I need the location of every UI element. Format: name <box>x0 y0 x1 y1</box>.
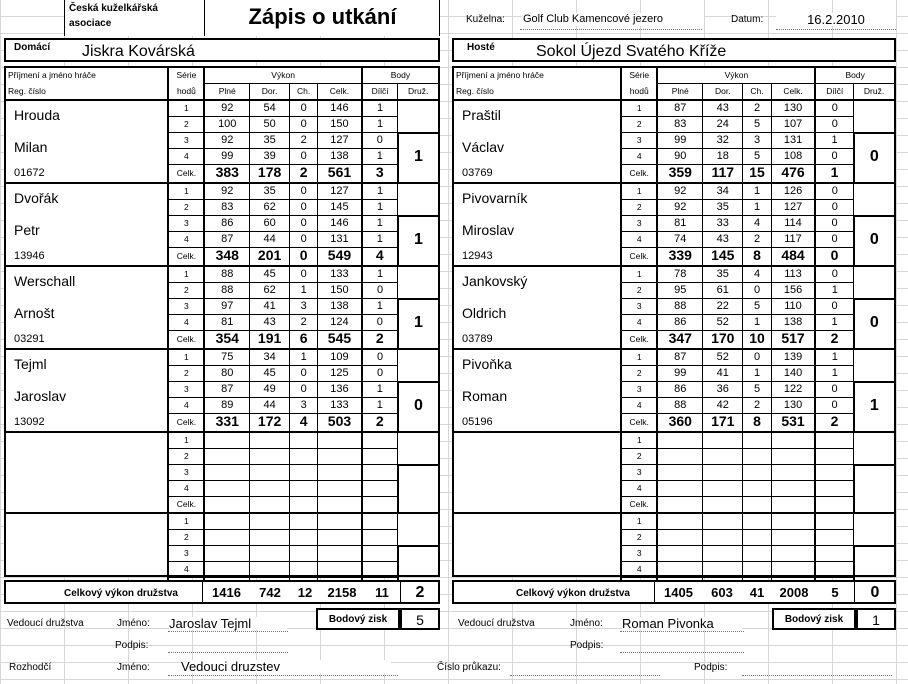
away-player-surname: Praštil <box>462 107 501 124</box>
kuzelna-label: Kuželna: <box>466 14 505 25</box>
home-player-3-row-4: 4 81 43 2 124 0 <box>6 315 438 331</box>
referee-name-label: Jméno: <box>117 662 150 673</box>
home-player-5-row-4: 4 <box>6 481 438 497</box>
home-col-reg: Reg. číslo <box>6 84 168 101</box>
home-leader-label: Vedoucí družstva <box>7 618 84 629</box>
away-player-team-points: 1 <box>869 396 879 414</box>
away-player-5-row-total: Celk. <box>454 497 894 514</box>
home-player-5-row-2: 2 <box>6 449 438 465</box>
home-player-5-row-1: 1 <box>6 432 438 449</box>
home-totals-row <box>4 580 440 604</box>
home-player-team-points: 0 <box>413 396 423 414</box>
home-player-6-row-2: 2 <box>6 530 438 546</box>
home-total-celk: 2158 <box>327 585 357 600</box>
home-player-5-row-total: Celk. <box>6 497 438 514</box>
away-player-4-row-3: Roman 3 86 36 5 122 0 1 <box>454 382 894 398</box>
away-player-4-row-2: 2 99 41 1 140 1 <box>454 366 894 382</box>
away-signature-label: Podpis: <box>570 640 604 651</box>
home-player-3-row-1: Werschall 1 88 45 0 133 1 <box>6 266 438 283</box>
away-player-1-row-1: Praštil 1 87 43 2 130 0 <box>454 100 894 117</box>
away-player-3-row-3: Oldrich 3 88 22 5 110 0 0 <box>454 299 894 315</box>
home-player-firstname: Petr <box>14 222 40 238</box>
away-player-firstname: Václav <box>462 139 505 155</box>
home-player-team-points: 1 <box>413 230 423 248</box>
home-player-3-row-total: 03291 Celk. 354 191 6 545 2 <box>6 331 438 350</box>
home-player-2-row-1: Dvořák 1 92 35 0 127 1 <box>6 183 438 200</box>
away-player-2-row-total: 12943 Celk. 339 145 8 484 0 <box>454 248 894 267</box>
away-col-player: Příjmení a jméno hráče <box>456 70 544 81</box>
away-player-6-row-1: 1 <box>454 513 894 530</box>
home-player-2-row-4: 4 87 44 0 131 1 <box>6 232 438 248</box>
away-player-3-row-2: 2 95 61 0 156 1 <box>454 283 894 299</box>
home-player-1-row-4: 4 99 39 0 138 1 <box>6 149 438 165</box>
home-player-4-row-1: Tejml 1 75 34 1 109 0 <box>6 349 438 366</box>
home-player-3-row-3: Arnošt 3 97 41 3 138 1 1 <box>6 299 438 315</box>
datum-value: 16.2.2010 <box>776 13 896 26</box>
away-player-surname: Pivoňka <box>462 356 512 373</box>
home-player-5-row-3: 3 <box>6 465 438 481</box>
away-total-plne: 1405 <box>664 585 693 600</box>
home-player-1-row-2: 2 100 50 0 150 1 <box>6 117 438 133</box>
away-player-firstname: Roman <box>462 388 508 404</box>
away-player-3-row-1: Jankovský 1 78 35 4 113 0 <box>454 266 894 283</box>
datum-label: Datum: <box>731 14 764 25</box>
away-player-1-row-3: Václav 3 99 32 3 131 1 0 <box>454 133 894 149</box>
home-player-6-row-4: 4 <box>6 562 438 578</box>
home-player-4-row-total: 13092 Celk. 331 172 4 503 2 <box>6 414 438 433</box>
home-team-name: Jiskra Kovárská <box>82 43 195 60</box>
away-player-2-row-2: 2 92 35 1 127 0 <box>454 200 894 216</box>
home-player-2-row-2: 2 83 62 0 145 1 <box>6 200 438 216</box>
away-side-label: Hosté <box>467 42 495 53</box>
away-team-name: Sokol Újezd Svatého Kříže <box>536 43 727 60</box>
away-player-5-row-4: 4 <box>454 481 894 497</box>
home-totals-label: Celkový výkon družstva <box>64 588 178 599</box>
home-player-team-points: 1 <box>413 313 423 331</box>
away-col-reg: Reg. číslo <box>454 84 621 101</box>
home-player-4-row-3: Jaroslav 3 87 49 0 136 1 0 <box>6 382 438 398</box>
home-player-firstname: Arnošt <box>14 305 55 321</box>
away-totals-row <box>452 580 896 604</box>
home-player-reg: 13946 <box>14 249 45 262</box>
away-player-surname: Jankovský <box>462 273 528 290</box>
home-col-vykon: Výkon <box>204 68 361 84</box>
home-score-table: Příjmení a jméno hráče Série Výkon Body Reg. číslo hodů Plné Dor. Ch. Celk. Dílčí Druž. Hrouda 1 92 54 0 146 1 2 100 50 0 150 1 Milan 3 92 35 2 127 0 1 4 99 39 0 138 1 01672 Celk. 383 178 2 561 3 Dvořák 1 92 35 0 127 1 2 83 62 0 145 1 Petr 3 86 60 0 146 1 1 4 87 44 0 131 1 13946 Celk. 348 201 0 549 4 Werschall 1 88 45 0 133 1 2 88 62 1 150 0 Arnošt 3 97 41 3 138 1 1 4 81 43 2 124 0 03291 Celk. 354 191 6 545 2 Tejml 1 75 34 1 109 0 2 80 45 0 125 0 Jaroslav 3 87 49 0 136 1 0 4 89 44 3 133 1 13092 Celk. 331 172 4 503 2 1 2 3 4 Celk. 1 2 3 4 <box>4 66 440 577</box>
home-player-4-row-4: 4 89 44 3 133 1 <box>6 398 438 414</box>
home-total-ch: 12 <box>297 585 313 600</box>
away-player-4-row-1: Pivoňka 1 87 52 0 139 1 <box>454 349 894 366</box>
referee-card-label: Číslo průkazu: <box>437 662 501 673</box>
home-player-1-row-3: Milan 3 92 35 2 127 0 1 <box>6 133 438 149</box>
away-player-3-row-total: 03789 Celk. 347 170 10 517 2 <box>454 331 894 350</box>
referee-name: Vedouci druzstev <box>181 660 391 673</box>
away-player-team-points: 0 <box>869 313 879 331</box>
away-points-value: 1 <box>872 612 880 628</box>
referee-label: Rozhodčí <box>9 662 52 673</box>
home-points-label: Bodový zisk <box>328 614 388 625</box>
away-player-1-row-total: 03769 Celk. 359 117 15 476 1 <box>454 165 894 184</box>
home-player-2-row-3: Petr 3 86 60 0 146 1 1 <box>6 216 438 232</box>
away-leader-name-label: Jméno: <box>570 618 603 629</box>
home-points-label-box <box>316 608 400 630</box>
home-player-4-row-2: 2 80 45 0 125 0 <box>6 366 438 382</box>
away-player-4-row-total: 05196 Celk. 360 171 8 531 2 <box>454 414 894 433</box>
away-score-table: Příjmení a jméno hráče Série Výkon Body Reg. číslo hodů Plné Dor. Ch. Celk. Dílčí Druž. Praštil 1 87 43 2 130 0 2 83 24 5 107 0 Václav 3 99 32 3 131 1 0 4 90 18 5 108 0 03769 Celk. 359 117 15 476 1 Pivovarník 1 92 34 1 126 0 2 92 35 1 127 0 Miroslav 3 81 33 4 114 0 0 4 74 43 2 117 0 12943 Celk. 339 145 8 484 0 Jankovský 1 78 35 4 113 0 2 95 61 0 156 1 Oldrich 3 88 22 5 110 0 0 4 86 52 1 138 1 03789 Celk. 347 170 10 517 2 Pivoňka 1 87 52 0 139 1 2 99 41 1 140 1 Roman 3 86 36 5 122 0 1 4 88 42 2 130 0 05196 Celk. 360 171 8 531 2 1 2 3 4 Celk. 1 2 3 4 <box>452 66 896 577</box>
away-player-team-points: 0 <box>869 147 879 165</box>
home-player-surname: Dvořák <box>14 190 59 207</box>
referee-signature-label: Podpis: <box>694 662 728 673</box>
home-leader-name-label: Jméno: <box>117 618 150 629</box>
home-team-box <box>4 38 440 62</box>
home-player-firstname: Jaroslav <box>14 388 67 404</box>
away-total-dor: 603 <box>711 585 733 600</box>
away-player-2-row-3: Miroslav 3 81 33 4 114 0 0 <box>454 216 894 232</box>
away-col-serie: Série <box>621 68 657 84</box>
home-player-surname: Tejml <box>14 356 47 373</box>
away-player-reg: 03789 <box>462 332 493 345</box>
home-player-reg: 13092 <box>14 415 45 428</box>
away-leader-name: Roman Pivonka <box>622 617 742 630</box>
away-points-box <box>856 608 896 630</box>
home-total-druz: 2 <box>415 584 425 601</box>
away-player-6-row-2: 2 <box>454 530 894 546</box>
home-player-1-row-1: Hrouda 1 92 54 0 146 1 <box>6 100 438 117</box>
away-col-body: Body <box>815 68 894 84</box>
home-player-6-row-1: 1 <box>6 513 438 530</box>
kuzelna-value: Golf Club Kamencové jezero <box>522 13 704 26</box>
home-col-serie: Série <box>168 68 204 84</box>
home-signature-label: Podpis: <box>115 640 149 651</box>
home-player-reg: 03291 <box>14 332 45 345</box>
away-points-label: Bodový zisk <box>784 614 844 625</box>
away-player-surname: Pivovarník <box>462 190 528 207</box>
away-player-reg: 05196 <box>462 415 493 428</box>
away-player-5-row-2: 2 <box>454 449 894 465</box>
away-total-dilci: 5 <box>831 585 839 600</box>
away-totals-label: Celkový výkon družstva <box>516 588 630 599</box>
home-player-surname: Hrouda <box>14 107 60 124</box>
home-points-box <box>400 608 440 630</box>
home-col-body: Body <box>362 68 438 84</box>
away-player-reg: 12943 <box>462 249 493 262</box>
away-player-firstname: Miroslav <box>462 222 515 238</box>
home-total-plne: 1416 <box>212 585 241 600</box>
away-player-1-row-2: 2 83 24 5 107 0 <box>454 117 894 133</box>
home-total-dor: 742 <box>259 585 281 600</box>
away-player-firstname: Oldrich <box>462 305 507 321</box>
away-player-6-row-3: 3 <box>454 546 894 562</box>
away-player-3-row-4: 4 86 52 1 138 1 <box>454 315 894 331</box>
home-player-3-row-2: 2 88 62 1 150 0 <box>6 283 438 299</box>
away-player-2-row-4: 4 74 43 2 117 0 <box>454 232 894 248</box>
away-player-5-row-3: 3 <box>454 465 894 481</box>
org-name-line2: asociace <box>69 18 112 29</box>
away-player-2-row-1: Pivovarník 1 92 34 1 126 0 <box>454 183 894 200</box>
away-total-ch: 41 <box>749 585 765 600</box>
away-player-6-row-4: 4 <box>454 562 894 578</box>
away-total-druz: 0 <box>870 584 880 601</box>
home-total-dilci: 11 <box>375 585 389 600</box>
away-player-4-row-4: 4 88 42 2 130 0 <box>454 398 894 414</box>
away-team-box <box>452 38 896 62</box>
away-player-5-row-1: 1 <box>454 432 894 449</box>
org-name-line1: Česká kuželkářská <box>69 3 158 14</box>
away-leader-label: Vedoucí družstva <box>458 618 535 629</box>
away-total-celk: 2008 <box>779 585 809 600</box>
home-leader-name: Jaroslav Tejml <box>169 617 287 630</box>
away-col-vykon: Výkon <box>657 68 815 84</box>
away-player-1-row-4: 4 90 18 5 108 0 <box>454 149 894 165</box>
away-points-label-box <box>772 608 856 630</box>
page-title: Zápis o utkání <box>248 4 397 29</box>
home-player-2-row-total: 13946 Celk. 348 201 0 549 4 <box>6 248 438 267</box>
home-player-team-points: 1 <box>413 147 423 165</box>
home-player-firstname: Milan <box>14 139 48 155</box>
home-player-surname: Werschall <box>14 273 76 290</box>
home-player-1-row-total: 01672 Celk. 383 178 2 561 3 <box>6 165 438 184</box>
home-points-value: 5 <box>416 612 424 628</box>
home-player-reg: 01672 <box>14 166 45 179</box>
away-player-reg: 03769 <box>462 166 493 179</box>
home-col-player: Příjmení a jméno hráče <box>8 70 96 81</box>
away-player-team-points: 0 <box>869 230 879 248</box>
home-player-6-row-3: 3 <box>6 546 438 562</box>
home-side-label: Domácí <box>14 42 51 53</box>
